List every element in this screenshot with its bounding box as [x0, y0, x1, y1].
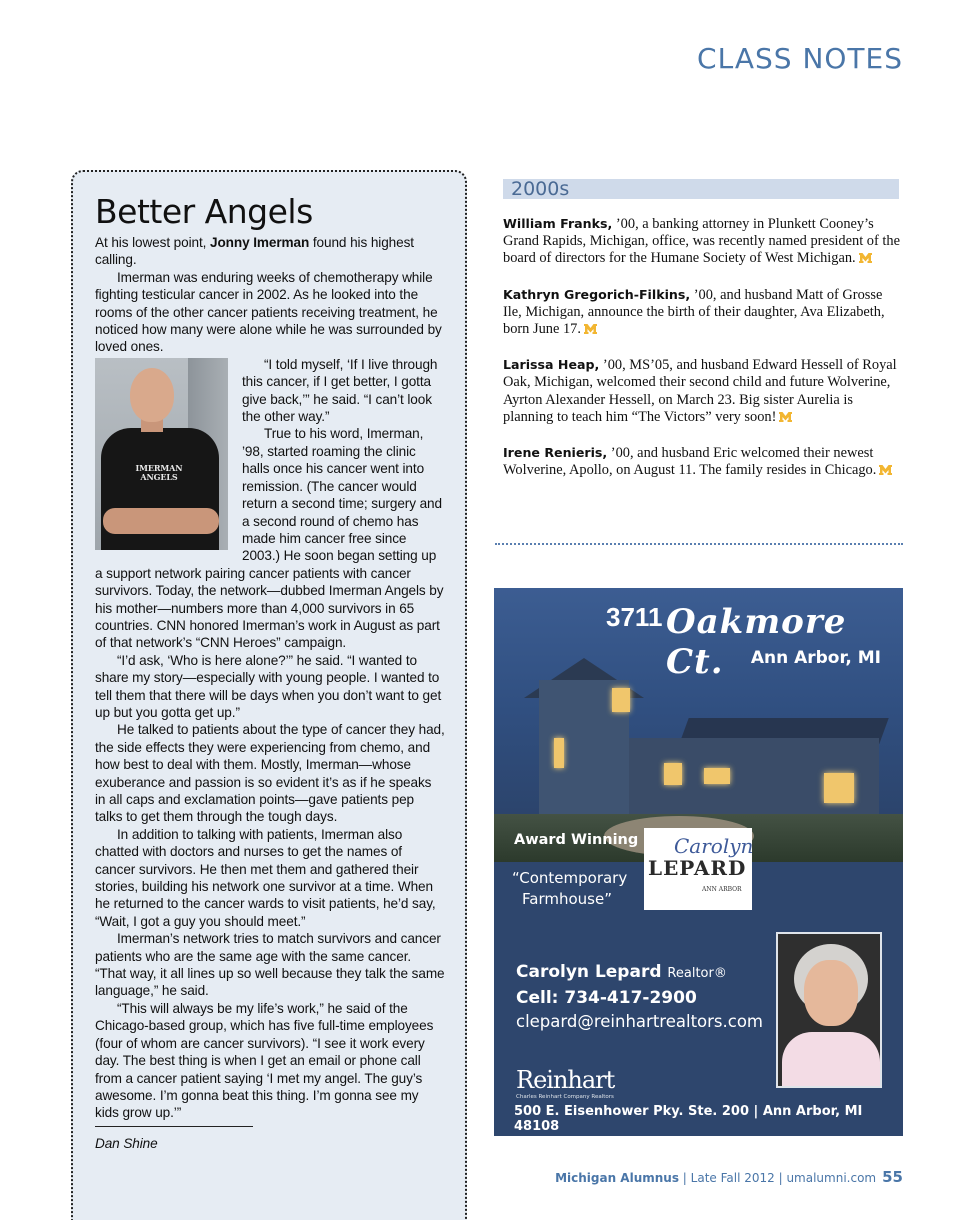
carolyn-lepard-logo	[644, 828, 752, 910]
issue: Late Fall 2012	[690, 1171, 775, 1185]
paragraph-2: “I told myself, ‘If I live through this cancer, if I get better, I gotta give back,’” he said. “I can’t look the other way.”	[242, 356, 438, 425]
agent-email: clepard@reinhartrealtors.com	[516, 1012, 763, 1031]
agent-contact	[516, 960, 763, 1034]
paragraph-3: True to his word, Imerman, ’98, started roaming the clinic halls once his cancer went into remission. (The cancer would return a second time; surgery and a second round of chemo has made him cancer free since 2003.) He soon began setting up a support network pairing cancer patients with cancer survivors. Today, the network—dubbed Imerman Angels by his mother—numbers more than 4,000 survivors in 65 countries. CNN honored Imerman’s work in August as part of that network’s “CNN Heroes” campaign.	[95, 426, 444, 651]
paragraph-5: He talked to patients about the type of cancer they had, the side effects they were experiencing from chemo, and how best to deal with them. Mostly, Imerman—whose exuberance and passion is so evident it’s as if he speaks in all caps and exclamation points—gave patients pep talks to get them through the tough days.	[95, 722, 445, 825]
class-notes-list	[503, 215, 901, 497]
alumnus-name: Larissa Heap,	[503, 357, 600, 373]
sidebar-title: Better Angels	[95, 192, 313, 231]
agent-cell: Cell: 734-417-2900	[516, 988, 697, 1008]
class-note-entry	[503, 215, 901, 268]
ad-street-number: 3711	[606, 602, 663, 632]
lead-name: Jonny Imerman	[210, 235, 310, 250]
sidebar-content	[95, 192, 445, 1152]
alumnus-name: Irene Renieris,	[503, 445, 608, 461]
reinhart-logo-sub: Charles Reinhart Company Realtors	[516, 1094, 614, 1100]
class-note-entry	[503, 444, 901, 479]
logo-name: LEPARD	[648, 856, 747, 880]
feature-sidebar	[71, 170, 467, 1220]
decade-heading	[503, 179, 899, 199]
block-m-icon	[584, 324, 597, 334]
footer-sep: |	[774, 1171, 787, 1185]
decade-label: 2000s	[511, 178, 570, 200]
page-number: 55	[882, 1168, 903, 1186]
agent-name: Carolyn Lepard	[516, 962, 662, 982]
logo-script: Carolyn	[674, 834, 754, 858]
class-note-entry	[503, 286, 901, 339]
lead-post: found his highest calling.	[95, 235, 414, 268]
block-m-icon	[859, 253, 872, 263]
lead-pre: At his lowest point,	[95, 235, 211, 250]
paragraph-8: “This will always be my life’s work,” he said of the Chicago-based group, which has five full-time employees (four of whom are cancer survivors). “I see it work every day. The best thing is when I get an email or phone call from a cancer patient saying ‘I met my angel. The guy’s awesome. I’m gonna beat this thing. I’m gonna see my kids grow up.’”	[95, 1000, 434, 1121]
alumnus-name: William Franks,	[503, 216, 613, 231]
note-text: ’00, and husband Eric welcomed their newest Wolverine, Apollo, on August 11. The family resides in Chicago.	[503, 445, 877, 479]
sidebar-body	[95, 234, 445, 1152]
jonny-imerman-photo	[95, 358, 228, 550]
ad-street-name: Oakmore Ct.	[666, 602, 847, 682]
block-m-icon	[879, 465, 892, 475]
alumnus-name: Kathryn Gregorich-Filkins,	[503, 286, 691, 302]
class-note-entry	[503, 356, 901, 426]
page-footer	[555, 1168, 903, 1186]
paragraph-6: In addition to talking with patients, Imerman also chatted with doctors and nurses to get the names of cancer survivors. He then met them and gathered their stories, building his network one survivor at a time. When he returned to the cancer wards to visit patients, he’d say, “Wait, I got a guy you should meet.”	[95, 826, 436, 929]
website: umalumni.com	[786, 1171, 877, 1185]
note-text: ’00, MS’05, and husband Edward Hessell of Royal Oak, Michigan, welcomed their second child and future Wolverine, Ayrton Alexander Hessell, on March 23. Big sister Aurelia is planning to teach him “The Victors” very soon!	[503, 357, 897, 425]
block-m-icon	[779, 412, 792, 422]
byline-rule	[95, 1126, 253, 1127]
byline: Dan Shine	[95, 1135, 158, 1151]
paragraph-4: “I’d ask, ‘Who is here alone?’” he said. “I wanted to share my story—especially with young people. I wanted to tell them that there will be days when you don’t want to get up but you gotta get up.”	[95, 652, 442, 720]
ad-award: Award Winning	[514, 832, 639, 848]
ad-quote: “Contemporary Farmhouse”	[512, 869, 628, 908]
agent-title: Realtor®	[667, 966, 727, 981]
office-address: 500 E. Eisenhower Pky. Ste. 200 | Ann Arbor, MI 48108	[514, 1104, 863, 1134]
section-header: CLASS NOTES	[697, 42, 903, 75]
lead-paragraph	[95, 234, 445, 269]
note-text: ’00, and husband Matt of Grosse Ile, Michigan, announce the birth of their daughter, Ava Elizabeth, born June 17.	[503, 286, 885, 338]
shirt-logo-text: IMERMAN ANGELS	[135, 462, 183, 482]
note-text: ’00, a banking attorney in Plunkett Cooney’s Grand Rapids, Michigan, office, was recently named president of the board of directors for the Humane Society of West Michigan.	[503, 216, 900, 267]
logo-sub: ANN ARBOR	[702, 886, 742, 893]
reinhart-logo: Reinhart	[516, 1066, 615, 1094]
paragraph-7: Imerman’s network tries to match survivors and cancer patients who are the same age with the same cancer. “That way, it all lines up so well because they talk the same language,” he said.	[95, 931, 445, 999]
section-divider	[495, 543, 903, 545]
agent-portrait	[776, 932, 882, 1088]
footer-sep: |	[678, 1171, 691, 1185]
real-estate-ad	[494, 588, 903, 1136]
ad-city: Ann Arbor, MI	[750, 648, 881, 668]
magazine-name: Michigan Alumnus	[555, 1171, 679, 1185]
paragraph-1: Imerman was enduring weeks of chemotherapy while fighting testicular cancer in 2002. As he looked into the rooms of the other cancer patients receiving treatment, he noticed how many were alone while he was surrounded by loved ones.	[95, 269, 442, 355]
